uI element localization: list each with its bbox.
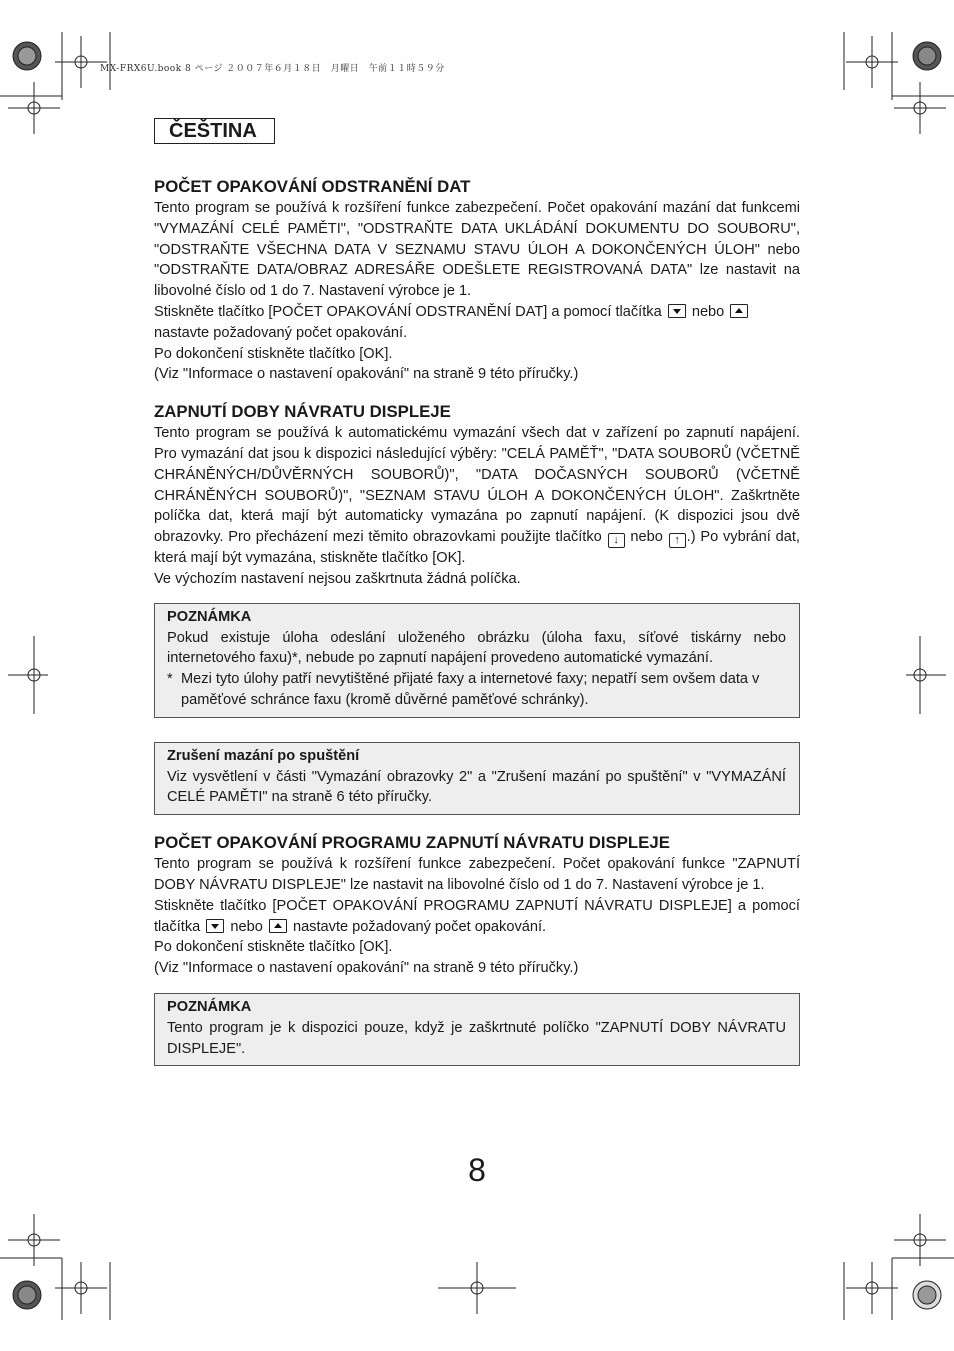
crosshair-icon <box>438 1262 516 1314</box>
asterisk: * <box>167 671 173 688</box>
note-title: POZNÁMKA <box>167 608 252 625</box>
note-box-cancel <box>154 742 800 815</box>
note-text: Pokud existuje úloha odeslání uloženého obrázku (úloha faxu, síťové tiskárny nebo internetového faxu)*, nebude po zapnutí napájení provedeno automatické vymazání. <box>167 629 786 667</box>
crosshair-icon <box>55 1262 107 1314</box>
paragraph: Tento program se používá k automatickému vymazání všech dat v zařízení po zapnutí napájení. Pro vymazání dat jsou k dispozici následující výběry: "CELÁ PAMĚŤ", "DATA SOUBORŮ (VČETNĚ CHRÁNĚNÝCH/DŮVĚRNÝCH SOUBORŮ)", "DATA DOČASNÝCH SOUBORŮ (VČETNĚ CHRÁNĚNÝCH SOUBORŮ)", "SEZNAM STAVU ÚLOH A DOKONČENÝCH ÚLOH". Zaškrtněte políčka dat, která mají být automaticky vymazána po zapnutí napájení. (K dispozici jsou dvě obrazovky. Pro přecházení mezi těmito obrazovkami použijte tlačítko ↓ nebo ↑ .) Po vybrání dat, která mají být vymazána, stiskněte tlačítko [OK]. <box>154 425 800 567</box>
section-erase-repeat <box>154 176 800 385</box>
crosshair-icon <box>906 636 946 714</box>
page-number: 8 <box>468 1152 486 1188</box>
crosshair-icon <box>8 82 60 134</box>
section-title: ZAPNUTÍ DOBY NÁVRATU DISPLEJE <box>154 402 451 422</box>
crosshair-icon <box>894 82 946 134</box>
section-title: POČET OPAKOVÁNÍ PROGRAMU ZAPNUTÍ NÁVRATU DISPLEJE <box>154 833 670 853</box>
paragraph: Po dokončení stiskněte tlačítko [OK]. <box>154 939 393 956</box>
paragraph: Po dokončení stiskněte tlačítko [OK]. <box>154 345 393 362</box>
footnote-text: Mezi tyto úlohy patří nevytištěné přijaté faxy a internetové faxy; nepatří sem ovšem data v paměťové schránce faxu (kromě důvěrné paměťové schránky). <box>181 671 760 708</box>
print-header: MX-FRX6U.book 8 ページ ２００７年６月１８日 月曜日 午前１１時５９分 <box>100 64 445 74</box>
arrow-down-key-icon: ↓ <box>608 533 625 548</box>
paragraph: Ve výchozím nastavení nejsou zaškrtnuta žádná políčka. <box>154 570 521 587</box>
section-power-up-clear <box>154 401 800 590</box>
down-key-icon <box>206 919 224 933</box>
note-title: Zrušení mazání po spuštění <box>167 747 360 764</box>
note-text: Tento program je k dispozici pouze, když je zaškrtnuté políčko "ZAPNUTÍ DOBY NÁVRATU DISPLEJE". <box>167 1019 786 1057</box>
registration-target-icon <box>913 1281 941 1309</box>
up-key-icon <box>730 304 748 318</box>
language-label: ČEŠTINA <box>154 118 275 144</box>
up-key-icon <box>269 919 287 933</box>
section-power-up-repeat <box>154 832 800 979</box>
paragraph: Tento program se používá k rozšíření funkce zabezpečení. Počet opakování funkce "ZAPNUTÍ DOBY NÁVRATU DISPLEJE" lze nastavit na libovolné číslo od 1 do 7. Nastavení výrobce je 1. <box>154 856 800 893</box>
crosshair-icon <box>8 636 48 714</box>
paragraph: (Viz "Informace o nastavení opakování" na straně 9 této příručky.) <box>154 366 579 383</box>
footnote <box>167 669 786 711</box>
crosshair-icon <box>846 1262 898 1314</box>
note-box <box>154 993 800 1066</box>
paragraph: (Viz "Informace o nastavení opakování" na straně 9 této příručky.) <box>154 960 579 977</box>
note-box <box>154 603 800 718</box>
crosshair-icon <box>846 36 898 88</box>
main-content <box>154 176 800 1066</box>
registration-target-icon <box>13 42 41 70</box>
paragraph: Tento program se používá k rozšíření funkce zabezpečení. Počet opakování mazání dat funkcemi "VYMAZÁNÍ CELÉ PAMĚTI", "ODSTRAŇTE DATA UKLÁDÁNÍ DOKUMENTU DO SOUBORU", "ODSTRAŇTE VŠECHNA DATA V SEZNAMU STAVU ÚLOH A DOKONČENÝCH ÚLOH" nebo "ODSTRAŇTE DATA/OBRAZ ADRESÁŘE ODEŠLETE REGISTROVANÁ DATA" lze nastavit na libovolné číslo od 1 do 7. Nastavení výrobce je 1. <box>154 200 800 300</box>
paragraph: Stiskněte tlačítko [POČET OPAKOVÁNÍ ODSTRANĚNÍ DAT] a pomocí tlačítka nebo nastavte požadovaný počet opakování. <box>154 302 800 344</box>
note-title: POZNÁMKA <box>167 998 252 1015</box>
down-key-icon <box>668 304 686 318</box>
section-title: POČET OPAKOVÁNÍ ODSTRANĚNÍ DAT <box>154 177 471 196</box>
registration-target-icon <box>913 42 941 70</box>
registration-target-icon <box>13 1281 41 1309</box>
arrow-up-key-icon: ↑ <box>669 533 686 548</box>
note-text: Viz vysvětlení v části "Vymazání obrazovky 2" a "Zrušení mazání po spuštění" v "VYMAZÁNÍ CELÉ PAMĚTI" na straně 6 této příručky. <box>167 768 786 806</box>
paragraph: Stiskněte tlačítko [POČET OPAKOVÁNÍ PROGRAMU ZAPNUTÍ NÁVRATU DISPLEJE] a pomocí tlačítka nebo nastavte požadovaný počet opakování. <box>154 897 800 935</box>
